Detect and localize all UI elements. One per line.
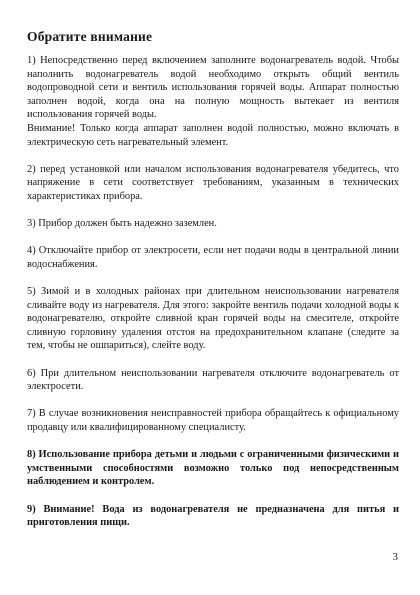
paragraph-gap [27,489,399,503]
document-page [27,28,399,530]
paragraph-gap [27,204,399,218]
page-number: 3 [392,552,398,563]
paragraph-3: 3) Прибор должен быть надежно заземлен. [27,218,217,230]
paragraph-6: 6) При длительном неиспользовании нагревателя отключите водонагреватель от электросети. [27,367,399,393]
paragraph-gap [27,353,399,367]
paragraph-7: 7) В случае возникновения неисправностей прибора обращайтесь к официальному продавцу или квалифицированному специалисту. [27,408,399,434]
paragraph-1-warning: Внимание! Только когда аппарат заполнен водой полностью, можно включать в электрическую сеть нагревательный элемент. [27,122,399,148]
paragraph-8-bold: 8) Использование прибора детьми и людьми с ограниченными физическими и умственными способностями возможно только под непосредственным наблюдением и контролем. [27,449,399,488]
paragraph-gap [27,149,399,163]
paragraph-gap [27,272,399,286]
paragraph-2: 2) перед установкой или началом использования водонагревателя убедитесь, что напряжение в сети соответствует требованиям, указанным в технических характеристиках прибора. [27,163,399,202]
paragraph-4: 4) Отключайте прибор от электросети, если нет подачи воды в центральной линии водоснабжения. [27,245,399,270]
paragraph-5: 5) Зимой и в холодных районах при длительном неиспользовании нагревателя сливайте воду из нагревателя. Для этого: закройте вентиль подачи холодной воды к водонагревателю, откройте сливной кран горячей воды на смесителе, откройте сливную горловину удаления отстоя на предохранительном клапане (следите за тем, чтобы не ошпариться), слейте воду. [27,286,399,352]
paragraph-gap [27,231,399,245]
page-title: Обратите внимание [27,29,153,44]
paragraph-9-bold: 9) Внимание! Вода из водонагревателя не предназначена для питья и приготовления пищи. [27,503,399,529]
paragraph-gap [27,435,399,449]
paragraph-gap [27,394,399,408]
paragraph-1: 1) Непосредственно перед включением заполните водонагреватель водой. Чтобы наполнить водонагреватель водой необходимо открыть общий вентиль водопроводной сети и вентиль использования горячей воды. Аппарат полностью заполнен водой, когда она на полную мощность вытекает из вентиля использования горячей воды. [27,55,399,121]
